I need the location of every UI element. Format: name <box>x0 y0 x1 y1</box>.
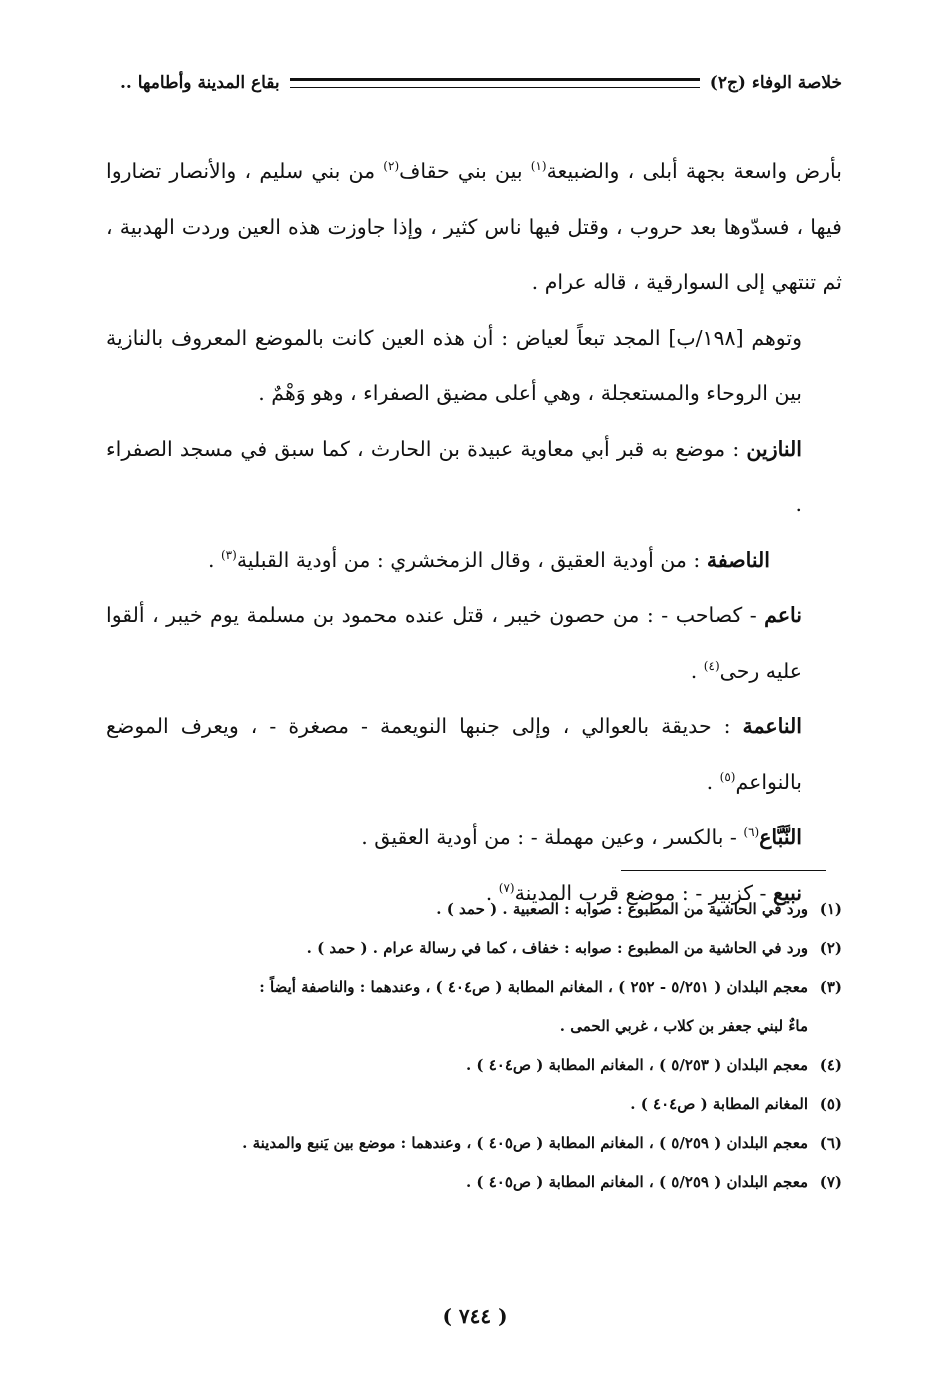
entry-term: النَّبَّاع <box>759 825 802 849</box>
footnote-text: ورد في الحاشية من المطبوع : صوابه : الصعبية . ( حمد ) . <box>436 900 808 918</box>
footnote-text: المغانم المطابة ( ص٤٠٤ ) . <box>630 1095 808 1113</box>
book-title: خلاصة الوفاء (ج٢) <box>709 73 842 93</box>
footnote-number: (١) <box>819 900 842 918</box>
footnotes <box>106 890 842 1202</box>
footnote-ref: (٧) <box>498 880 515 895</box>
entry-nasifa: الناصفة : من أودية العقيق ، وقال الزمخشري : من أودية القبلية$^{(٣)}$ . <box>207 547 770 572</box>
footnote-number: (٣) <box>819 978 842 996</box>
footnote-text: ورد في الحاشية من المطبوع : صوابه : خفاف ، كما في رسالة عرام . ( حمد ) . <box>306 939 808 957</box>
footnote-ref: (٤) <box>703 658 720 673</box>
footnote-ref: (٥) <box>719 769 736 784</box>
footnote-number: (٥) <box>819 1095 842 1113</box>
footnote-ref: (١) <box>530 159 547 174</box>
entry-nazin: النازين : موضع به قبر أبي معاوية عبيدة بن الحارث ، كما سبق في مسجد الصفراء . <box>106 436 802 516</box>
entry-nabba: النَّبَّاع$^{(٦)}$ - بالكسر ، وعين مهملة - : من أودية العقيق . <box>361 825 802 849</box>
footnote-number: (٧) <box>819 1173 842 1191</box>
footnote-text: معجم البلدان ( ٥/٢٥١ - ٢٥٢ ) ، المغانم المطابة ( ص٤٠٤ ) ، وعندهما : والناصفة أيضاً : <box>259 978 808 996</box>
footnote-number: (٦) <box>819 1134 842 1152</box>
entry-term: النازين <box>746 436 802 461</box>
header-rule <box>290 78 700 88</box>
footnote <box>106 890 842 929</box>
paragraph: بأرض واسعة بجهة أبلى ، والضبيعة$^{(١)}$ بين بني حقاف$^{(٢)}$ من بني سليم ، والأنصار تضاروا فيها ، فسدّوها بعد حروب ، وقتل فيها ناس كثير ، وإذا جاوزت هذه العين وردت الهدبية ، ثم تنتهي إلى السوارقية ، قاله عرام . <box>106 159 842 294</box>
footnote-text: معجم البلدان ( ٥/٢٥٣ ) ، المغانم المطابة ( ص٤٠٤ ) . <box>465 1056 808 1074</box>
footnote-ref: (٣) <box>220 547 237 562</box>
footnote-ref: (٦) <box>743 825 760 840</box>
footnote <box>106 1124 842 1163</box>
footnote-text: معجم البلدان ( ٥/٢٥٩ ) ، المغانم المطابة ( ص٤٠٥ ) . <box>465 1173 808 1191</box>
entry-nubay: نبيع - كزبير - : موضع قرب المدينة$^{(٧)}$ . <box>485 880 802 905</box>
footnote-text: معجم البلدان ( ٥/٢٥٩ ) ، المغانم المطابة ( ص٤٠٥ ) ، وعندهما : موضع بين يَنبع والمدينة . <box>242 1134 808 1152</box>
footnote <box>106 968 842 1007</box>
paragraph: وتوهم [١٩٨/ب] المجد تبعاً لعياض : أن هذه العين كانت بالموضع المعروف بالنازية بين الروحاء والمستعجلة ، وهي أعلى مضيق الصفراء ، وهو وَهْمٌ . <box>106 325 802 405</box>
section-title: بقاع المدينة وأطامها .. <box>120 73 280 93</box>
footnote-number: (٢) <box>819 939 842 957</box>
footnote-continuation: ماءٌ لبني جعفر بن كلاب ، غربي الحمى . <box>559 1017 808 1035</box>
footnote-ref: (٢) <box>383 159 400 174</box>
footnote <box>106 1163 842 1202</box>
footnote-separator <box>621 870 826 871</box>
entry-term: نبيع <box>773 880 802 905</box>
page-number: ( ٧٤٤ ) <box>442 1304 508 1328</box>
entry-term: الناعمة <box>742 714 802 738</box>
entry-naim: ناعم - كصاحب - : من حصون خيبر ، قتل عنده محمود بن مسلمة يوم خيبر ، ألقوا عليه رحى$^{(٤)}$ . <box>106 603 802 683</box>
footnote <box>106 929 842 968</box>
footnote <box>106 1085 842 1124</box>
main-text <box>106 144 842 921</box>
entry-naima: الناعمة : حديقة بالعوالي ، وإلى جنبها النويعمة - مصغرة - ، ويعرف الموضع بالنواعم$^{(٥)}$ . <box>106 714 802 794</box>
footnote-number: (٤) <box>819 1056 842 1074</box>
entry-term: ناعم <box>764 603 802 627</box>
footnote <box>106 1046 842 1085</box>
entry-term: الناصفة <box>706 547 770 572</box>
running-header <box>120 66 842 100</box>
